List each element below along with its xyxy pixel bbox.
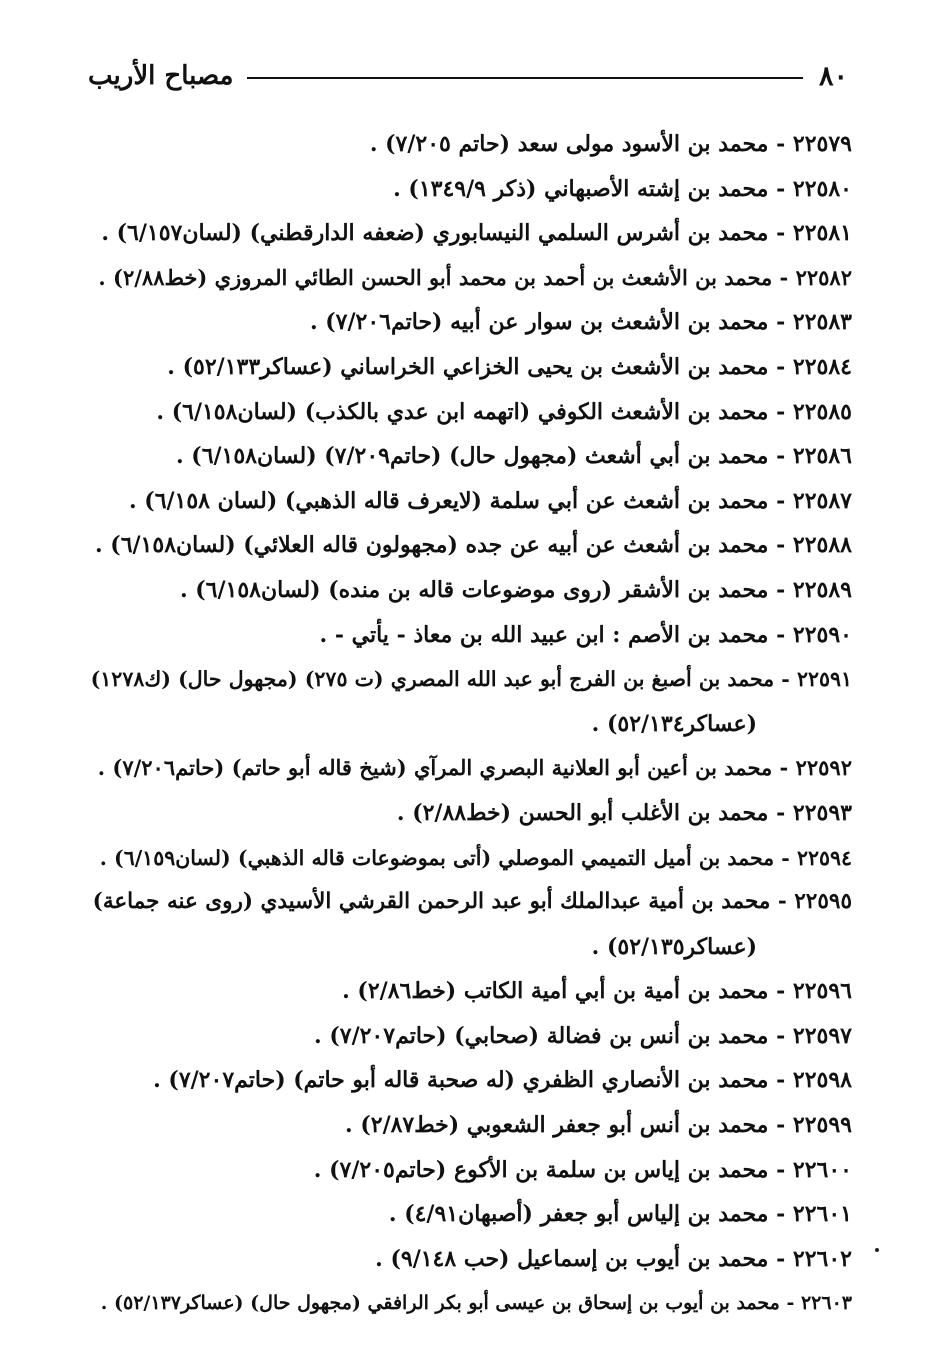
list-item: ٢٢٥٩٦ - محمد بن أمية بن أبي أمية الكاتب (خط٢/٨٦) . — [342, 978, 852, 1005]
list-item: ٢٢٥٩٧ - محمد بن أنس بن فضالة (صحابي) (حاتم٧/٢٠٧) . — [314, 1022, 852, 1049]
list-item: ٢٢٥٨٦ - محمد بن أبي أشعث (مجهول حال) (حاتم٧/٢٠٩) (لسان٦/١٥٨) . — [175, 443, 852, 470]
list-item: ٢٢٥٨٧ - محمد بن أشعث عن أبي سلمة (لايعرف قاله الذهبي) (لسان ٦/١٥٨) . — [128, 487, 852, 514]
list-item-continuation — [82, 925, 852, 970]
list-item: ٢٢٥٨٣ - محمد بن الأشعث بن سوار عن أبيه (حاتم٧/٢٠٦) . — [309, 309, 852, 336]
list-item: ٢٢٥٩٣ - محمد بن الأغلب أبو الحسن (خط٢/٨٨) . — [396, 799, 852, 826]
list-item: ٢٢٥٨٨ - محمد بن أشعث عن أبيه عن جده (مجهولون قاله العلائي) (لسان٦/١٥٨) . — [94, 532, 852, 559]
list-item: ٢٢٥٩٨ - محمد بن الأنصاري الظفري (له صحبة قاله أبو حاتم) (حاتم٧/٢٠٧) . — [153, 1067, 852, 1094]
list-item: ٢٢٦٠١ - محمد بن إلياس أبو جعفر (أصبهان٤/٩١) . — [388, 1201, 852, 1228]
list-item: ٢٢٥٩٢ - محمد بن أعين أبو العلانية البصري المرآي (شيخ قاله أبو حاتم) (حاتم٧/٢٠٦) . — [97, 755, 852, 781]
list-item: ٢٢٥٨٠ - محمد بن إشته الأصبهاني (ذكر ١٣٤٩/٩) . — [393, 175, 852, 202]
list-item: ٢٢٥٨١ - محمد بن أشرس السلمي النيسابوري (ضعفه الدارقطني) (لسان٦/١٥٧) . — [101, 220, 852, 247]
margin-dot — [875, 1248, 879, 1252]
continuation-text: (عساكر٥٢/١٣٥) . — [591, 933, 757, 960]
list-item: ٢٢٥٨٤ - محمد بن الأشعث بن يحيى الخزاعي الخراساني (عساكر٥٢/١٣٣) . — [167, 353, 852, 380]
list-item: ٢٢٦٠٢ - محمد بن أيوب بن إسماعيل (حب ٩/١٤٨) . — [375, 1245, 852, 1272]
list-item: ٢٢٥٩١ - محمد بن أصبغ بن الفرج أبو عبد الله المصري (ت ٢٧٥) (مجهول حال) (ك١٢٧٨) — [90, 667, 852, 692]
list-item: ٢٢٥٧٩ - محمد بن الأسود مولى سعد (حاتم ٧/٢٠٥) . — [369, 131, 852, 157]
page-header — [88, 58, 848, 94]
list-item: ٢٢٥٨٩ - محمد بن الأشقر (روى موضوعات قاله بن منده) (لسان٦/١٥٨) . — [179, 576, 852, 603]
list-item: ٢٢٥٨٥ - محمد بن الأشعث الكوفي (اتهمه ابن عدي بالكذب) (لسان٦/١٥٨) . — [156, 398, 852, 425]
continuation-text: (عساكر٥٢/١٣٤) . — [591, 710, 757, 737]
list-item: ٢٢٥٩٩ - محمد بن أنس أبو جعفر الشعوبي (خط٢/٨٧) . — [345, 1112, 852, 1139]
page-number: ٨٠ — [818, 60, 848, 92]
header-rule — [247, 77, 803, 79]
list-item: ٢٢٦٠٠ - محمد بن إياس بن سلمة بن الأكوع (حاتم٧/٢٠٥) . — [313, 1156, 852, 1183]
list-item: ٢٢٥٩٥ - محمد بن أمية عبدالملك أبو عبد الرحمن القرشي الأسيدي (روى عنه جماعة) — [92, 889, 852, 915]
list-item: ٢٢٥٩٠ - محمد بن الأصم : ابن عبيد الله بن معاذ - يأتي - . — [319, 621, 852, 648]
list-item: ٢٢٦٠٣ - محمد بن أيوب بن إسحاق بن عيسى أبو بكر الرافقي (مجهول حال) (عساكر٥٢/١٣٧) . — [100, 1292, 852, 1315]
book-title: مصباح الأريب — [88, 61, 234, 91]
list-item: ٢٢٥٩٤ - محمد بن أميل التميمي الموصلي (أتى بموضوعات قاله الذهبي) (لسان٦/١٥٩) . — [99, 845, 852, 870]
entries-list — [82, 122, 852, 1326]
list-item-continuation — [82, 702, 852, 747]
list-item: ٢٢٥٨٢ - محمد بن الأشعث بن أحمد بن محمد أبو الحسن الطائي المروزي (خط٢/٨٨) . — [98, 264, 852, 290]
